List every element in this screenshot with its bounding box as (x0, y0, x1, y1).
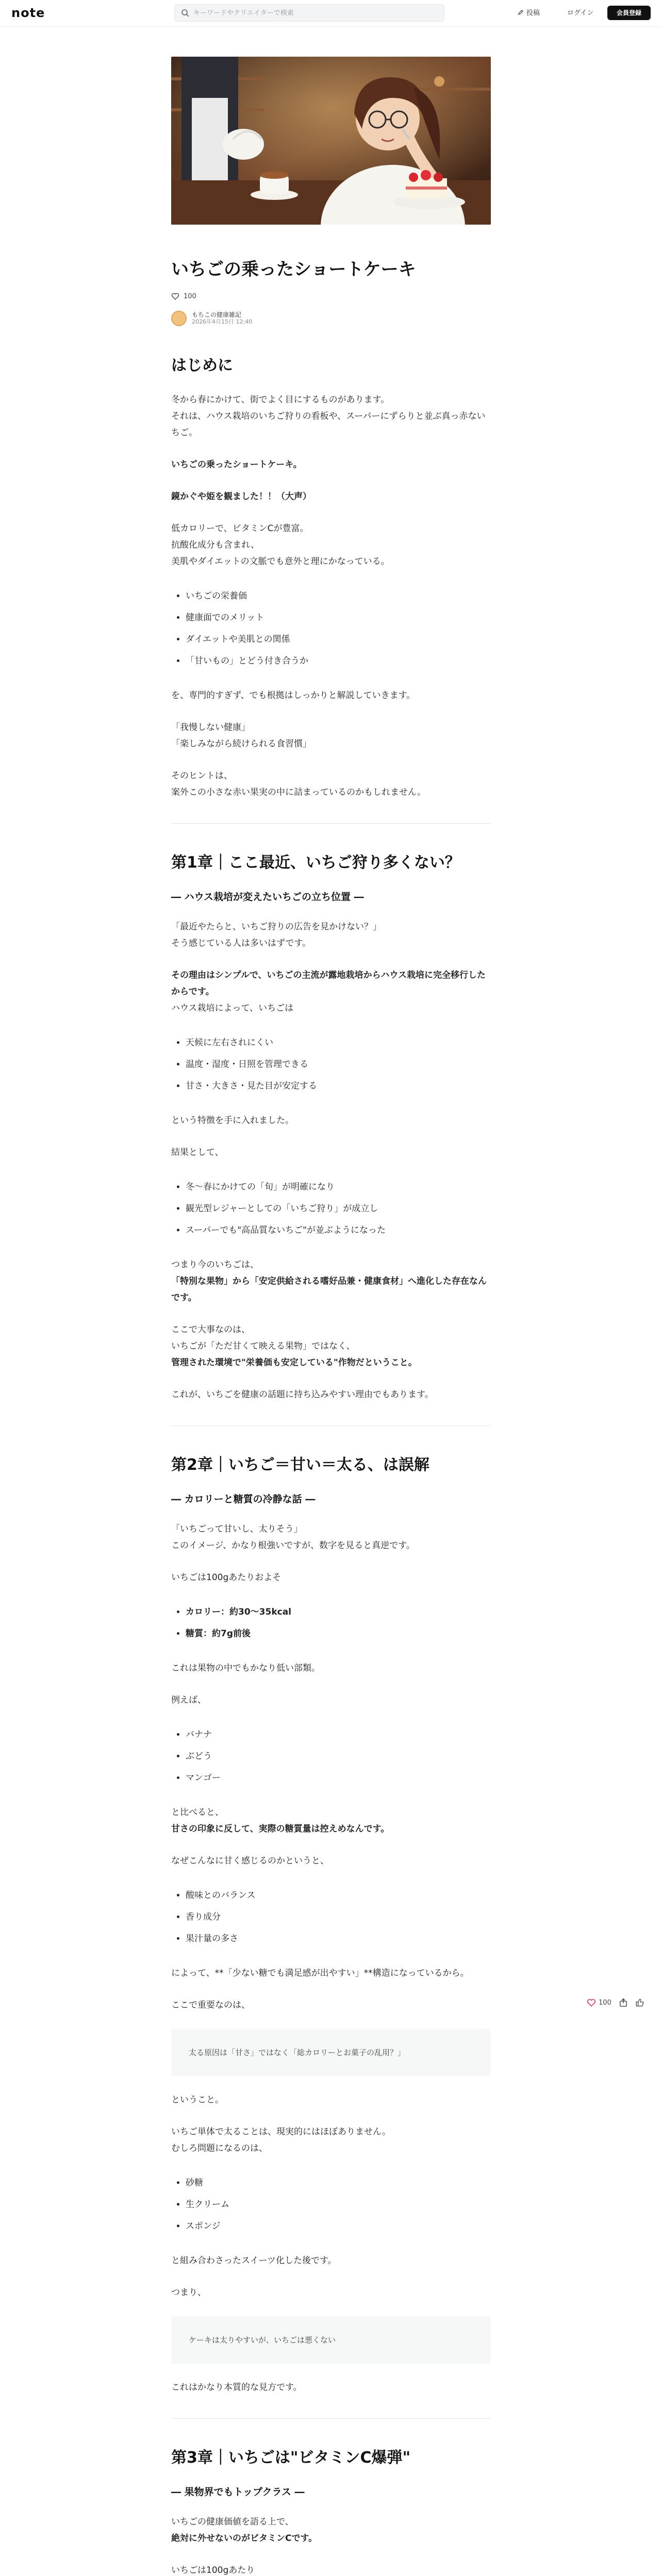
list-item: • 香り成分 (186, 1906, 491, 1928)
share-icon[interactable] (619, 1998, 628, 2007)
text-line: そのヒントは、 (171, 771, 233, 781)
paragraph: という特徴を手に入れました。 (171, 1115, 294, 1126)
paragraph (171, 919, 491, 952)
list-item: • 砂糖 (186, 2172, 491, 2194)
list-item (186, 1601, 491, 1623)
text-line: ハウス栽培によって、いちごは (171, 1003, 294, 1013)
bullet-list (186, 1032, 491, 1097)
pencil-icon (518, 9, 524, 15)
bullet-list (186, 2172, 491, 2237)
paragraph: と組み合わさったスイーツ化した後です。 (171, 2256, 337, 2266)
list-item: • ダイエットや美肌との関係 (186, 629, 491, 650)
login-link[interactable]: ログイン (567, 9, 594, 17)
floating-like[interactable] (587, 1998, 611, 2007)
paragraph: 結果として、 (171, 1147, 224, 1158)
paragraph (171, 520, 491, 570)
quote-block: ケーキは太りやすいが、いちごは悪くない (171, 2316, 491, 2364)
hero-image (171, 57, 491, 225)
paragraph (171, 1521, 491, 1554)
text-line: と比べると、 (171, 1807, 224, 1818)
paragraph: ここで重要なのは、 (171, 2000, 250, 2010)
text-line: ここで大事なのは、 (171, 1325, 250, 1335)
paragraph (171, 2514, 491, 2547)
text-line: 「楽しみながら続けられる食習慣」 (171, 739, 311, 749)
text-line: いちごの健康価値を語る上で、 (171, 2517, 294, 2527)
text-line: 低カロリーで、ビタミンCが豊富。 (171, 523, 309, 534)
text-line: いちごが「ただ甘くて映える果物」ではなく、 (171, 1341, 355, 1351)
section-subheading: ― カロリーと糖質の冷静な話 ― (171, 1494, 316, 1505)
article (171, 258, 491, 2576)
paragraph: 例えば、 (171, 1695, 206, 1705)
section-heading-ch2: 第2章｜いちご＝甘い＝太る、は誤解 (171, 1456, 429, 1474)
divider (171, 2418, 491, 2419)
section-heading-ch3: 第3章｜いちごは"ビタミンC爆弾" (171, 2449, 411, 2467)
list-item (186, 1623, 491, 1645)
cafe-illustration (171, 57, 491, 225)
heart-icon[interactable] (587, 1998, 596, 2007)
article-title: いちごの乗ったショートケーキ (171, 259, 416, 280)
note-logo[interactable]: note (11, 6, 45, 20)
paragraph: これが、いちごを健康の話題に持ち込みやすい理由でもあります。 (171, 1389, 434, 1400)
list-item: • 酸味とのバランス (186, 1885, 491, 1906)
text-line: 抗酸化成分も含まれ、 (171, 540, 260, 550)
publish-date: 2026年4月15日 12:40 (192, 318, 253, 325)
bullet-list (186, 585, 491, 672)
list-item: • バナナ (186, 1724, 491, 1745)
paragraph: これは果物の中でもかなり低い部類。 (171, 1663, 320, 1673)
text-line: つまり今のいちごは、 (171, 1260, 259, 1270)
paragraph (171, 488, 491, 505)
list-item: • 天候に左右されにくい (186, 1032, 491, 1054)
text-line: 「特別な果物」から「安定供給される嗜好品兼・健康食材」へ進化した存在なんです。 (171, 1276, 487, 1303)
paragraph: いちごは100gあたりおよそ (171, 1572, 282, 1583)
author-name[interactable]: もちこの健康雑記 (192, 311, 242, 318)
list-item: • 「甘いもの」とどう付き合うか (186, 650, 491, 672)
top-navigation-bar (0, 0, 662, 27)
search-icon (181, 9, 189, 17)
signup-button[interactable]: 会員登録 (607, 6, 651, 20)
like-counter[interactable] (171, 291, 491, 302)
divider (171, 823, 491, 824)
paragraph: これはかなり本質的な見方です。 (171, 2382, 302, 2393)
post-button[interactable] (518, 7, 540, 17)
text-line: 甘さの印象に反して、実際の糖質量は控えめなんです。 (171, 1824, 390, 1834)
text-line: 管理された環境で"栄養価も安定している"作物だということ。 (171, 1358, 417, 1368)
section-subheading: ― ハウス栽培が変えたいちごの立ち位置 ― (171, 891, 364, 903)
avatar[interactable] (171, 311, 187, 326)
bullet-list (186, 1885, 491, 1950)
bullet-list (186, 1176, 491, 1241)
list-item: • 温度・湿度・日照を管理できる (186, 1054, 491, 1075)
list-item: • 健康面でのメリット (186, 607, 491, 629)
quote-block: 太る原因は「甘さ」ではなく「総カロリーとお菓子の乱用？」 (171, 2029, 491, 2076)
text-line: 冬から春にかけて、街でよく目にするものがあります。 (171, 395, 390, 405)
text-line: 案外この小さな赤い果実の中に詰まっているのかもしれません。 (171, 787, 426, 798)
paragraph (171, 2124, 491, 2157)
text-line: 絶対に外せないのがビタミンCです。 (171, 2533, 318, 2544)
bullet-list (186, 1601, 491, 1645)
text-line: それは、ハウス栽培のいちご狩りの看板や、スーパーにずらりと並ぶ真っ赤ないちご。 (171, 411, 486, 438)
list-item: • 生クリーム (186, 2194, 491, 2215)
paragraph: ということ。 (171, 2095, 224, 2105)
list-item: • 冬～春にかけての「旬」が明確になり (186, 1176, 491, 1198)
paragraph (171, 392, 491, 441)
list-item-text: 糖質：約7g前後 (186, 1629, 251, 1639)
list-item: • スポンジ (186, 2215, 491, 2237)
bullet-list (186, 1724, 491, 1789)
paragraph (171, 456, 491, 473)
text-line: そう感じている人は多いはずです。 (171, 938, 311, 948)
text-line: いちご単体で太ることは、現実的にはほぼありません。 (171, 2127, 391, 2137)
paragraph (171, 768, 491, 801)
paragraph (171, 719, 491, 752)
heart-icon[interactable] (171, 292, 179, 300)
text-line: いちごの乗ったショートケーキ。 (171, 460, 302, 470)
text-line: 「最近やたらと、いちご狩りの広告を見かけない？」 (171, 922, 382, 932)
floating-actions (587, 1998, 644, 2007)
list-item: • 観光型レジャーとしての「いちご狩り」が成立し (186, 1198, 491, 1219)
paragraph: つまり、 (171, 2287, 206, 2298)
list-item: • 甘さ・大きさ・見た目が安定する (186, 1075, 491, 1097)
search-input[interactable] (193, 5, 436, 21)
text-line: むしろ問題になるのは、 (171, 2143, 268, 2154)
text-line: いちごは100gあたり (171, 2565, 255, 2575)
search-box[interactable] (174, 4, 444, 22)
paragraph (171, 1257, 491, 1306)
list-item: • マンゴー (186, 1767, 491, 1789)
like-count: 100 (184, 292, 196, 300)
paragraph: なぜこんなに甘く感じるのかというと、 (171, 1856, 329, 1866)
section-subheading: ― 果物界でもトップクラス ― (171, 2486, 305, 2498)
text-line: 「いちごって甘いし、太りそう」 (171, 1524, 303, 1534)
paragraph (171, 2562, 491, 2576)
section-heading-intro: はじめに (171, 357, 233, 375)
list-item-text: カロリー：約30～35kcal (186, 1607, 291, 1617)
section-heading-ch1: 第1章｜ここ最近、いちご狩り多くない？ (171, 854, 460, 872)
paragraph (171, 1321, 491, 1371)
post-label: 投稿 (526, 9, 540, 17)
text-line: このイメージ、かなり根強いですが、数字を見ると真逆です。 (171, 1540, 415, 1551)
author-info[interactable] (171, 310, 491, 327)
text-line: その理由はシンプルで、いちごの主流が露地栽培からハウス栽培に完全移行したからです。 (171, 970, 486, 997)
list-item: • 果汁量の多さ (186, 1928, 491, 1950)
paragraph (171, 1804, 491, 1837)
paragraph: によって、**「少ない糖でも満足感が出やすい」**構造になっているから。 (171, 1968, 469, 1978)
paragraph (171, 967, 491, 1016)
paragraph: を、専門的すぎず、でも根拠はしっかりと解説していきます。 (171, 690, 416, 701)
text-line: 鏡かぐや姫を観ました！！（大声） (171, 492, 311, 502)
list-item: • ぶどう (186, 1745, 491, 1767)
article-body (171, 355, 491, 2576)
thumb-icon[interactable] (635, 1998, 644, 2007)
list-item: • スーパーでも"高品質ないちご"が並ぶようになった (186, 1219, 491, 1241)
text-line: 美肌やダイエットの文脈でも意外と理にかなっている。 (171, 556, 390, 567)
list-item: • いちごの栄養価 (186, 585, 491, 607)
text-line: 「我慢しない健康」 (171, 722, 250, 733)
floating-like-count: 100 (599, 1998, 611, 2007)
